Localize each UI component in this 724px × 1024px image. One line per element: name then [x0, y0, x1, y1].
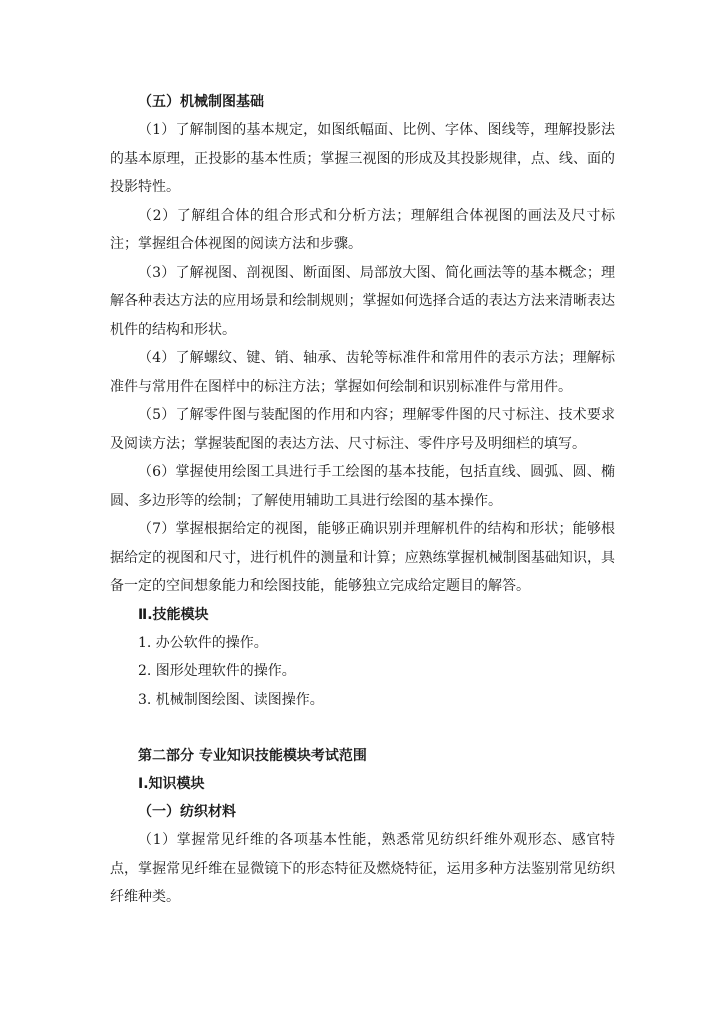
knowledge-module-heading: Ⅰ.知识模块 [138, 776, 205, 792]
skills-item-3: 3. 机械制图绘图、读图操作。 [138, 691, 324, 708]
skills-module-heading: Ⅱ.技能模块 [138, 606, 209, 623]
page-content [110, 88, 615, 912]
skills-item-2: 2. 图形处理软件的操作。 [138, 663, 296, 679]
paragraph-mech-6: （6）掌握使用绘图工具进行手工绘图的基本技能，包括直线、圆弧、圆、椭圆、多边形等的绘制；了解使用辅助工具进行绘图的基本操作。 [110, 464, 615, 509]
paragraph-mech-7: （7）掌握根据给定的视图，能够正确识别并理解机件的结构和形状；能够根据给定的视图和尺寸，进行机件的测量和计算；应熟练掌握机械制图基础知识，具备一定的空间想象能力和绘图技能，能够独立完成给定题目的解答。 [110, 521, 615, 594]
paragraph-mech-4: （4）了解螺纹、键、销、轴承、齿轮等标准件和常用件的表示方法；理解标准件与常用件在图样中的标注方法；掌握如何绘制和识别标准件与常用件。 [110, 350, 615, 395]
section-heading-mechanical-drawing: （五）机械制图基础 [138, 94, 264, 110]
paragraph-mech-3: （3）了解视图、剖视图、断面图、局部放大图、简化画法等的基本概念；理解各种表达方法的应用场景和绘制规则；掌握如何选择合适的表达方法来清晰表达机件的结构和形状。 [110, 264, 615, 338]
part-two-heading: 第二部分 专业知识技能模块考试范围 [138, 748, 367, 764]
textile-materials-heading: （一）纺织材料 [138, 804, 236, 820]
paragraph-mech-2: （2）了解组合体的组合形式和分析方法；理解组合体视图的画法及尺寸标注；掌握组合体视图的阅读方法和步骤。 [110, 207, 615, 252]
paragraph-textile-1: （1）掌握常见纤维的各项基本性能，熟悉常见纺织纤维外观形态、感官特点，掌握常见纤维在显微镜下的形态特征及燃烧特征，运用多种方法鉴别常见纺织纤维种类。 [110, 832, 615, 905]
paragraph-mech-5: （5）了解零件图与装配图的作用和内容；理解零件图的尺寸标注、技术要求及阅读方法；掌握装配图的表达方法、尺寸标注、零件序号及明细栏的填写。 [110, 407, 615, 452]
paragraph-mech-1: （1）了解制图的基本规定，如图纸幅面、比例、字体、图线等，理解投影法的基本原理，正投影的基本性质；掌握三视图的形成及其投影规律，点、线、面的投影特性。 [110, 122, 615, 195]
skills-item-1: 1. 办公软件的操作。 [138, 634, 268, 651]
section-spacer [110, 714, 615, 742]
